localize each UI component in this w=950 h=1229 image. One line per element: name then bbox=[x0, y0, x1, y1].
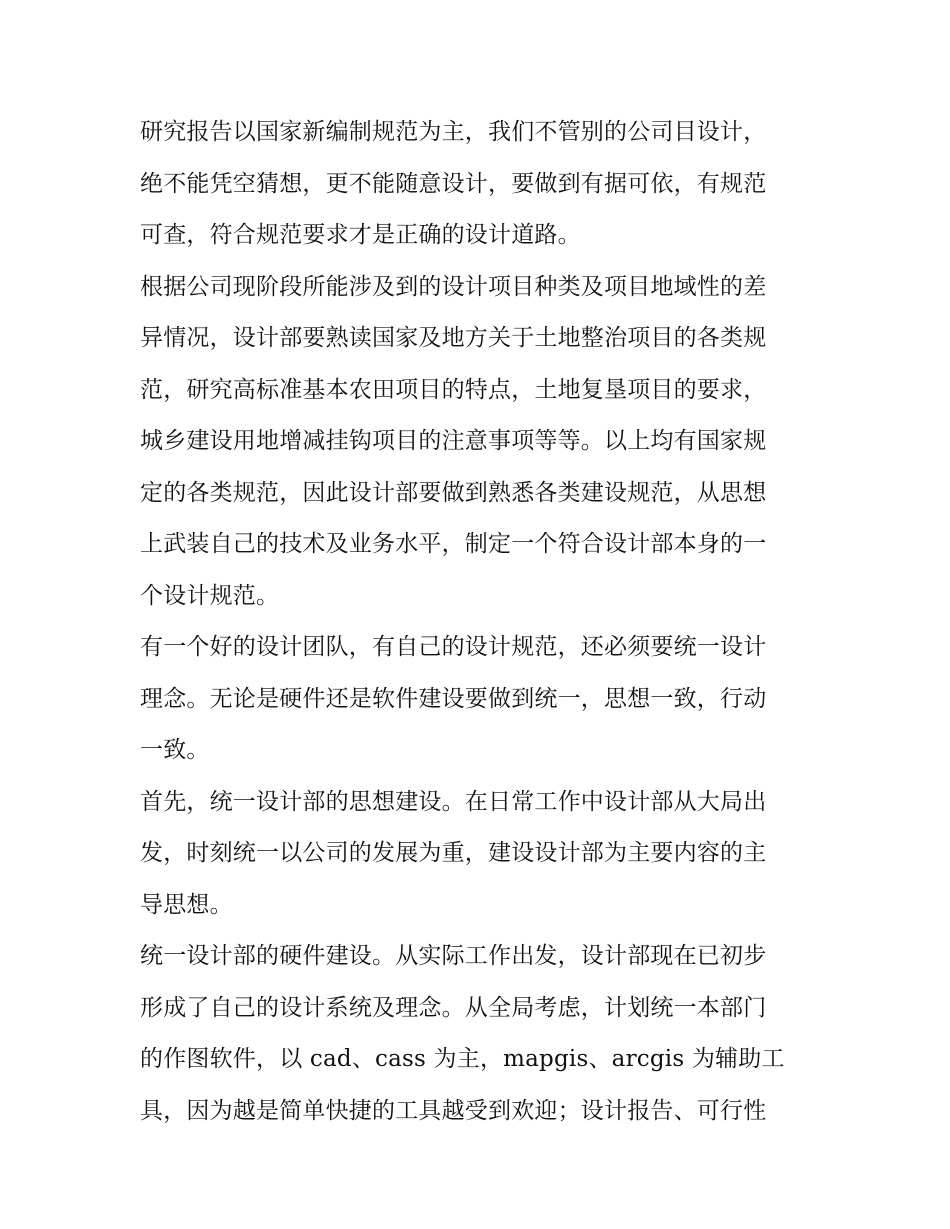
text-line: 绝不能凭空猜想，更不能随意设计，要做到有据可依，有规范 bbox=[140, 170, 767, 197]
text-line: 统一设计部的硬件建设。从实际工作出发，设计部现在已初步 bbox=[140, 943, 767, 969]
text-line: 城乡建设用地增减挂钩项目的注意事项等等。以上均有国家规 bbox=[140, 428, 767, 454]
text-line: 上武装自己的技术及业务水平，制定一个符合设计部本身的一 bbox=[140, 531, 767, 557]
text-line: 异情况，设计部要熟读国家及地方关于土地整治项目的各类规 bbox=[140, 325, 767, 351]
text-line: 研究报告以国家新编制规范为主，我们不管别的公司目设计， bbox=[140, 119, 767, 145]
text-line: 发，时刻统一以公司的发展为重，建设设计部为主要内容的主 bbox=[140, 840, 767, 866]
text-line: 的作图软件，以 cad、cass 为主，mapgis、arcgis 为辅助工 bbox=[140, 1046, 785, 1072]
text-line: 有一个好的设计团队，有自己的设计规范，还必须要统一设计 bbox=[140, 634, 767, 660]
text-line: 定的各类规范，因此设计部要做到熟悉各类建设规范，从思想 bbox=[140, 479, 767, 506]
text-line: 导思想。 bbox=[140, 891, 233, 918]
text-line: 一致。 bbox=[140, 737, 210, 763]
text-line: 可查，符合规范要求才是正确的设计道路。 bbox=[140, 222, 581, 248]
text-line: 根据公司现阶段所能涉及到的设计项目种类及项目地域性的差 bbox=[140, 273, 767, 300]
text-line: 范，研究高标准基本农田项目的特点，土地复垦项目的要求， bbox=[140, 376, 767, 403]
text-line: 个设计规范。 bbox=[140, 582, 280, 609]
text-line: 形成了自己的设计系统及理念。从全局考虑，计划统一本部门 bbox=[140, 994, 767, 1021]
text-line: 理念。无论是硬件还是软件建设要做到统一，思想一致，行动 bbox=[140, 685, 767, 712]
text-line: 首先，统一设计部的思想建设。在日常工作中设计部从大局出 bbox=[140, 788, 767, 815]
document-body bbox=[140, 107, 816, 1137]
text-line: 具，因为越是简单快捷的工具越受到欢迎；设计报告、可行性 bbox=[140, 1097, 767, 1124]
